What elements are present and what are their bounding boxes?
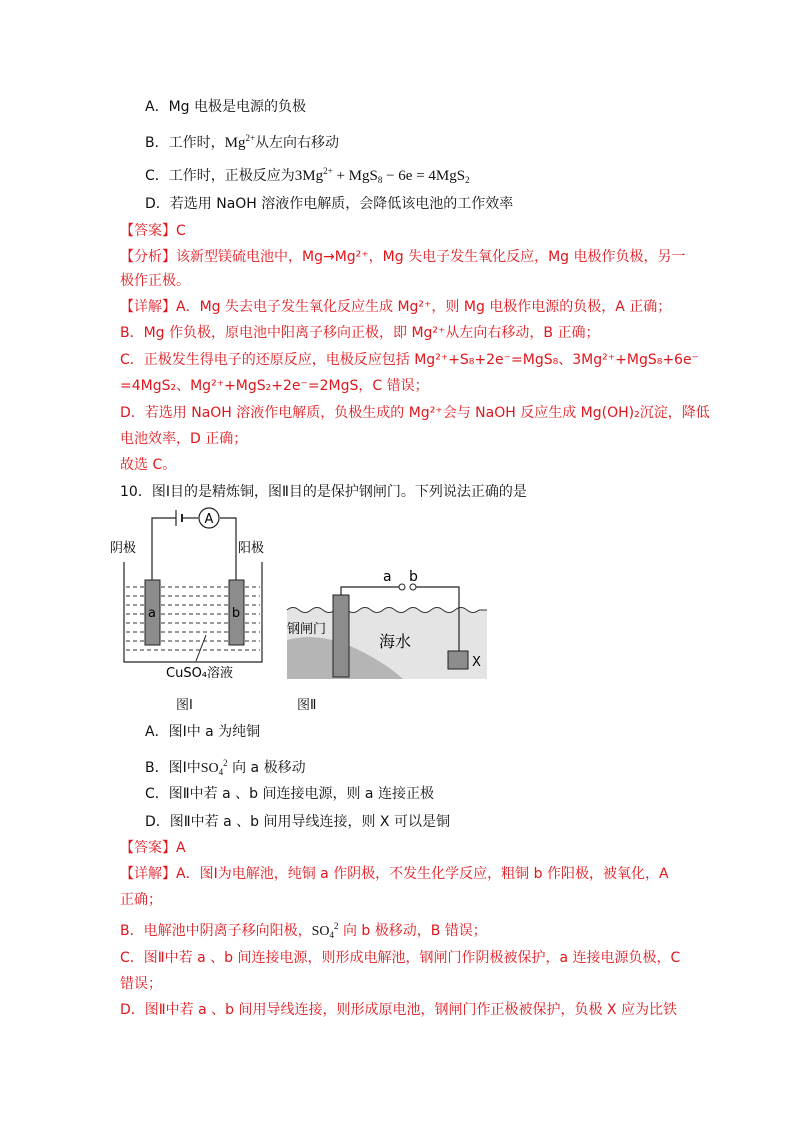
ammeter-label: A <box>204 512 214 527</box>
q10-stem: 10．图Ⅰ目的是精炼铜，图Ⅱ目的是保护钢闸门。下列说法正确的是 <box>120 484 527 500</box>
q10-option-c: C．图Ⅱ中若 a 、b 间连接电源，则 a 连接正极 <box>145 786 434 802</box>
q9-answer: 【答案】C <box>120 223 186 239</box>
q10-detail-line4: C．图Ⅱ中若 a 、b 间连接电源，则形成电解池，钢闸门作阴极被保护，a 连接电源负极，C <box>120 950 681 966</box>
q9-detail-line2: B．Mg 作负极，原电池中阳离子移向正极，即 Mg²⁺从左向右移动，B 正确； <box>120 325 600 341</box>
q10-option-d: D．图Ⅱ中若 a 、b 间用导线连接，则 X 可以是铜 <box>145 814 450 830</box>
q10-detail-line2: 正确； <box>120 892 162 908</box>
electrode-b-label: b <box>231 606 241 621</box>
steel-gate <box>333 595 349 677</box>
q9-option-d: D．若选用 NaOH 溶液作电解质，会降低该电池的工作效率 <box>145 196 514 212</box>
q10-option-b: B．图Ⅰ中$SO_4^2$ 向 a 极移动 <box>145 758 306 777</box>
anode-label: 阳极 <box>238 541 265 556</box>
q10-detail-line1: 【详解】A．图Ⅰ为电解池，纯铜 a 作阴极，不发生化学反应，粗铜 b 作阳极，被氧化，A <box>120 866 669 882</box>
q10-detail-line6: D．图Ⅱ中若 a 、b 间用导线连接，则形成原电池，钢闸门作正极被保护，负极 X 应为比铁 <box>120 1002 677 1018</box>
figure-1-caption: 图Ⅰ <box>176 698 193 713</box>
q10-answer: 【答案】A <box>120 840 186 856</box>
q9-detail-line1: 【详解】A．Mg 失去电子发生氧化反应生成 Mg²⁺，则 Mg 电极作电源的负极，A 正确； <box>120 299 672 315</box>
terminal-a-label: a <box>383 569 392 585</box>
seawater-label: 海水 <box>379 632 412 651</box>
q9-detail-line6: 电池效率，D 正确； <box>120 431 248 447</box>
cathode-label: 阴极 <box>110 541 137 556</box>
q10-option-a: A．图Ⅰ中 a 为纯铜 <box>145 724 261 740</box>
figure-1-electrolysis-cell <box>110 505 290 690</box>
q9-detail-line5: D．若选用 NaOH 溶液作电解质，负极生成的 Mg²⁺会与 NaOH 反应生成 Mg(OH)₂沉淀，降低 <box>120 405 710 421</box>
q9-conclusion: 故选 C。 <box>120 457 177 473</box>
q10-detail-line3: B．电解池中阴离子移向阳极，$SO_4^2$ 向 b 极移动，B 错误； <box>120 921 487 940</box>
electrode-a-label: a <box>148 606 156 621</box>
figure-2-caption: 图Ⅱ <box>297 698 317 713</box>
terminal-b-label: b <box>409 569 418 585</box>
q9-analysis-line1: 【分析】该新型镁硫电池中，Mg→Mg²⁺，Mg 失电子发生氧化反应，Mg 电极作负极，另一 <box>120 249 686 265</box>
q9-detail-line3: C．正极发生得电子的还原反应，电极反应包括 Mg²⁺+S₈+2e⁻=MgS₈、3Mg²⁺+MgS₈+6e⁻ <box>120 352 699 368</box>
electrode-x-label: X <box>472 655 481 670</box>
steel-gate-label: 钢闸门 <box>287 622 327 637</box>
q10-detail-line5: 错误； <box>120 976 162 992</box>
q9-detail-line4: =4MgS₂、Mg²⁺+MgS₂+2e⁻=2MgS，C 错误； <box>120 378 429 394</box>
q9-option-a: A．Mg 电极是电源的负极 <box>145 99 306 115</box>
q9-analysis-line2: 极作正极。 <box>120 273 190 289</box>
terminal-a-node <box>399 584 405 590</box>
electrode-x <box>448 651 468 669</box>
q9-option-b: B．工作时，$Mg^{2+}$从左向右移动 <box>145 133 340 151</box>
figure-2-steel-gate <box>283 565 493 685</box>
q9-option-c: C．工作时，正极反应为$3Mg^{2+} + MgS_8 - 6e = 4MgS_2$ <box>145 166 470 185</box>
solution-label: CuSO₄溶液 <box>166 666 234 681</box>
